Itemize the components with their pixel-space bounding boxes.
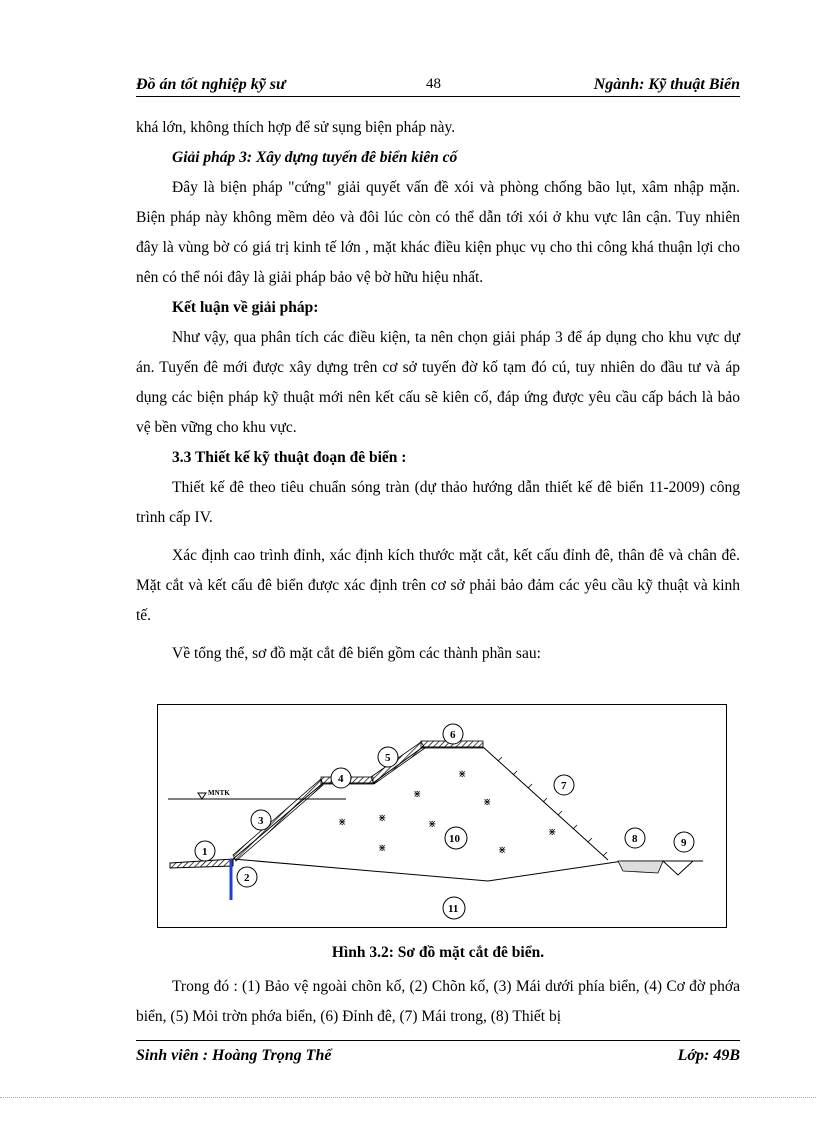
water-level-icon (198, 793, 206, 799)
component-labels (195, 724, 694, 919)
heading-conclusion: Kết luận về giải pháp: (172, 299, 319, 316)
paragraph-continuation: khá lớn, không thích hợp để sử sụng biện pháp này. (136, 119, 456, 136)
label-9: 9 (681, 837, 687, 849)
label-10: 10 (449, 833, 460, 845)
dike-body-outline (233, 747, 608, 860)
page-header (136, 74, 740, 97)
page-footer (136, 1040, 740, 1067)
heading-solution-3: Giải pháp 3: Xây dựng tuyến đê biển kiên cố (172, 149, 458, 166)
paragraph-legend: Trong đó : (1) Bảo vệ ngoài chõn kố, (2) Chõn kố, (3) Mái dưới phía biển, (4) Cơ đờ phớa biển, (5) Mỏi trờn phớa biển, (6) Đỉnh đê, (7) Mái trong, (8) Thiết bị (136, 978, 740, 1025)
upper-sea-slope (371, 742, 425, 784)
svg-text:⋇: ⋇ (378, 813, 387, 824)
footer-class: Lớp: 49B (677, 1047, 740, 1064)
paragraph-solution-3: Đây là biện pháp "cứng" giải quyết vấn đề xói và phòng chống bão lụt, xâm nhập mặn. Biện pháp này không mềm dẻo và đôi lúc còn có thể dẫn tới xói ở khu vực lân cận. Tuy nhiên đây là vùng bờ có giá trị kinh tế lớn , mặt khác điều kiện phục vụ cho thi công khá thuận lợi cho nên có thể nói đây là giải pháp bảo vệ bờ hữu hiệu nhất. (136, 179, 740, 286)
heading-section-3-3: 3.3 Thiết kế kỹ thuật đoạn đê biển : (172, 449, 407, 466)
svg-text:⋇: ⋇ (548, 827, 557, 838)
lower-sea-slope (233, 779, 323, 861)
page-number: 48 (426, 76, 441, 92)
svg-text:⋇: ⋇ (483, 797, 492, 808)
paragraph-design-standard: Thiết kế đê theo tiêu chuẩn sóng tràn (dự thảo hướng dẫn thiết kế đê biển 11-2009) công trình cấp IV. (136, 479, 740, 526)
dike-diagram (158, 705, 725, 926)
svg-text:⋇: ⋇ (498, 845, 507, 856)
header-major: Ngành: Kỹ thuật Biển (593, 76, 740, 93)
dike-cross-section-figure (157, 704, 727, 928)
paragraph-conclusion: Như vậy, qua phân tích các điều kiện, ta nên chọn giải pháp 3 để áp dụng cho khu vực dự án. Tuyến đê mới được xây dựng trên cơ sở tuyến đờ kố tạm đó cú, tuy nhiên do đầu tư và áp dụng các biện pháp kỹ thuật mới nên kết cấu sẽ kiên cố, đáp ứng được yêu cầu cấp bách là bảo vệ bền vững cho khu vực. (136, 329, 740, 436)
svg-text:⋇: ⋇ (428, 819, 437, 830)
paragraph-overview: Về tổng thể, sơ đồ mặt cắt đê biển gồm các thành phần sau: (172, 645, 541, 662)
drainage-filter (618, 861, 663, 873)
label-7: 7 (561, 780, 567, 792)
header-title: Đồ án tốt nghiệp kỹ sư (136, 76, 286, 93)
drainage-ditch (663, 861, 693, 875)
legend-text (136, 972, 740, 1032)
label-6: 6 (450, 729, 456, 741)
paragraph-determination: Xác định cao trình đỉnh, xác định kích thước mặt cắt, kết cấu đỉnh đê, thân đê và chân đê. Mặt cắt và kết cấu đê biển được xác định trên cơ sở phải bảo đảm các yêu cầu kỹ thuật và kinh tế. (136, 547, 740, 624)
label-4: 4 (338, 773, 344, 785)
water-level-label: MNTK (208, 789, 230, 797)
label-11: 11 (448, 903, 459, 915)
document-body (136, 113, 740, 669)
figure-caption: Hình 3.2: Sơ đồ mặt cắt đê biển. (331, 944, 545, 961)
label-2: 2 (244, 872, 250, 884)
label-1: 1 (202, 846, 208, 858)
footer-student: Sinh viên : Hoàng Trọng Thể (136, 1047, 332, 1064)
label-8: 8 (632, 833, 638, 845)
svg-text:⋇: ⋇ (458, 769, 467, 780)
svg-text:⋇: ⋇ (338, 817, 347, 828)
inner-slope-grass (498, 757, 607, 856)
label-5: 5 (385, 752, 391, 764)
page-bottom-divider (0, 1097, 816, 1098)
label-3: 3 (258, 815, 264, 827)
svg-text:⋇: ⋇ (413, 789, 422, 800)
svg-text:⋇: ⋇ (378, 843, 387, 854)
